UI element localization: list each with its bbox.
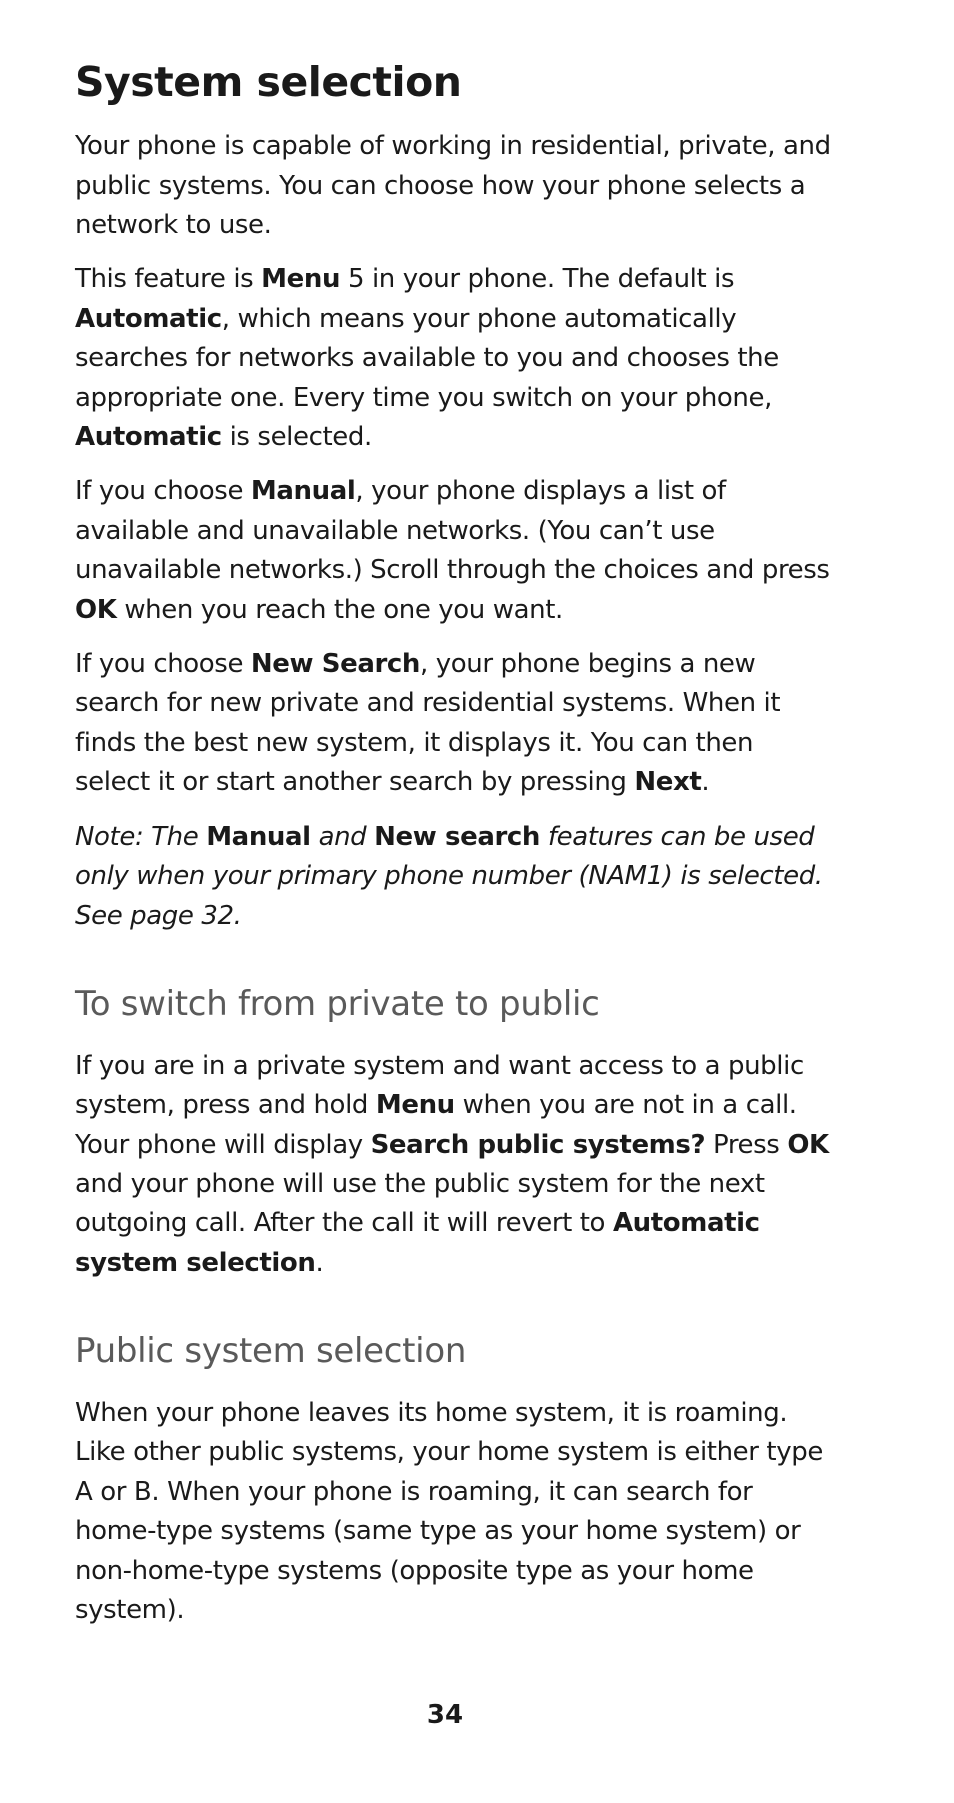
new-search-paragraph: If you choose New Search, your phone begins a new search for new private and residential systems. When it finds the best new system, it displays it. You can then select it or start another search by pressing Next.: [75, 649, 781, 798]
private-to-public-paragraph: If you are in a private system and want access to a public system, press and hold Menu when you are not in a call. Your phone will display Search public systems? Press OK and your phone will use the public system for the next outgoing call. After the call it will revert to Automatic system selection.: [75, 1050, 829, 1278]
menu-default-paragraph: This feature is Menu 5 in your phone. The default is Automatic, which means your phone automatically searches for networks available to you and chooses the appropriate one. Every time you switch on your phone, Automatic is selected.: [75, 264, 779, 453]
next-term: Next: [634, 767, 702, 798]
section-heading-public-system-selection: Public system selection: [75, 1331, 467, 1372]
automatic-term: Automatic: [75, 303, 222, 334]
new-search-term: New search: [374, 821, 541, 852]
document-page: [75, 58, 835, 1645]
manual-paragraph: If you choose Manual, your phone displays a list of available and unavailable networks. (You can’t use unavailable networks.) Scroll through the choices and press OK when you reach the one you want.: [75, 476, 830, 625]
intro-paragraph: Your phone is capable of working in residential, private, and public systems. You can choose how your phone selects a network to use.: [75, 131, 831, 240]
page-number: 34: [426, 1700, 464, 1730]
ok-term: OK: [787, 1129, 829, 1160]
section-heading-private-to-public: To switch from private to public: [75, 983, 600, 1024]
search-public-systems-term: Search public systems?: [370, 1129, 706, 1160]
ok-term: OK: [75, 594, 117, 625]
roaming-paragraph: When your phone leaves its home system, it is roaming. Like other public systems, your home system is either type A or B. When your phone is roaming, it can search for home-type systems (same type as your home system) or non-home-type systems (opposite type as your home system).: [75, 1397, 823, 1625]
manual-term: Manual: [206, 821, 311, 852]
menu-term: Menu: [261, 264, 341, 295]
automatic-term: Automatic: [75, 422, 222, 453]
page-title: System selection: [75, 58, 462, 106]
automatic-system-selection-term: Automatic system selection: [75, 1208, 760, 1278]
menu-term: Menu: [375, 1090, 455, 1121]
manual-term: Manual: [250, 476, 356, 507]
note-paragraph: Note: The Manual and New search features can be used only when your primary phone number (NAM1) is selected. See page 32.: [75, 821, 823, 931]
new-search-term: New Search: [250, 649, 421, 680]
